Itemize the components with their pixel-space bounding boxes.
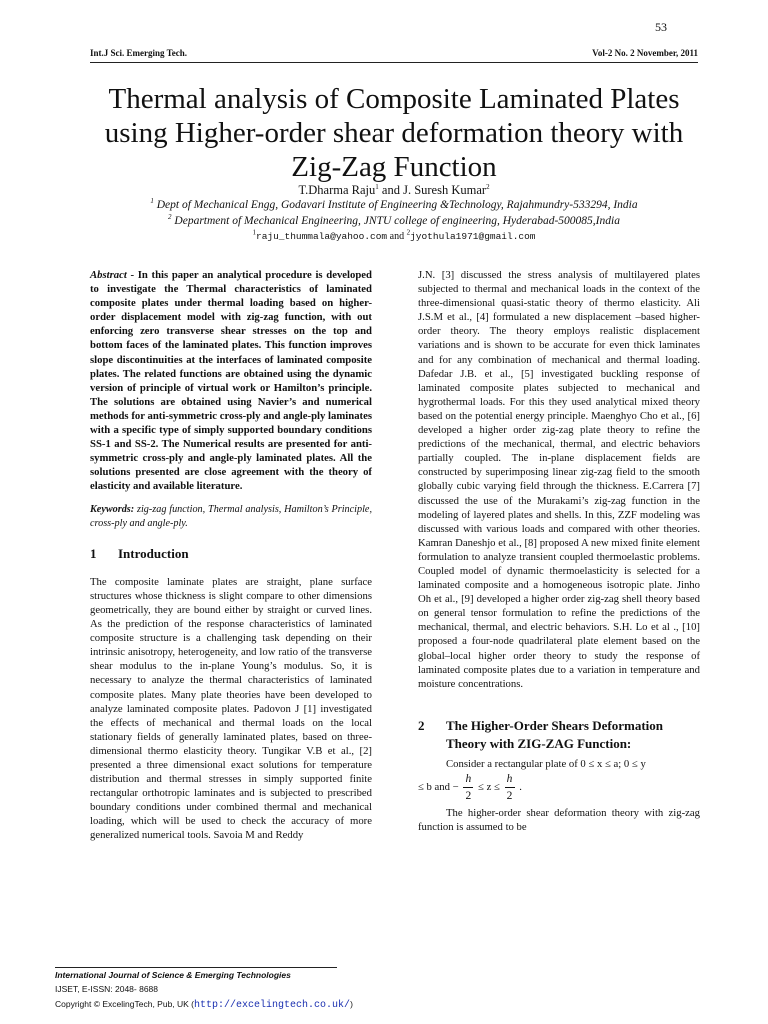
publisher-link[interactable]: http://excelingtech.co.uk/ <box>194 1000 351 1011</box>
page-number: 53 <box>655 20 667 34</box>
left-column <box>90 268 372 843</box>
affiliation-1-mark: 1 <box>150 197 154 206</box>
fraction-bar <box>463 787 473 788</box>
emails-connector: and <box>387 231 407 242</box>
section-1-heading <box>90 547 372 561</box>
email-2-mark: 2 <box>406 228 411 237</box>
keywords <box>90 503 372 531</box>
range-suffix: . <box>519 780 522 793</box>
footer-journal: International Journal of Science & Emerging Technologies <box>55 970 291 980</box>
continued-paragraph: J.N. [3] discussed the stress analysis of multilayered plates subjected to thermal and mechanical loads in the context of the three-dimensional quasi-static theory of thermo elasticity. Ali J.S.M et al., [4] formulated a new displacement –based higher-order theory. The theory employs realistic displacement variations and is shown to be accurate for even thick laminates and for any combination of mechanical and thermal loading. Dafedar J.B. et al., [5] investigated buckling response of laminated composite plates subjected to mechanical and hygrothermal loads. For this they used analytical mixed theory based on the potential energy principle. Maenghyo Cho et al., [6] developed a higher order zig-zag plate theory to refine the predictions of the mechanical, thermal, and electric behaviors partially coupled. The in-plane displacement fields are constructed by superimposing linear zig-zag field to the smooth globally cubic varying field through the thickness. E.Carrera [7] discussed the use of the Murakami’s zig-zag function in the modeling of layered plates and shells. In this, ZZF modeling was discussed with various loads and compared with other theories. Kamran Daneshjo et al., [8] proposed A new mixed finite element formulation to analyze transient coupled thermoelastic problems. Coupled model of dynamic thermoelasticity is selected for a laminated composite and a homogeneous isotropic plate. Jinho Oh et al., [9] developed a higher order zig-zag shell theory based on general tensor formulation to refine the predictions of the mechanical, thermal, and electric behaviors. S.H. Lo et al ., [10] proposed a four-node quadrilateral plate element based on the global–local higher order theory to study the response of laminated composite plates due to a variation in temperature and moisture concentrations. <box>418 269 700 690</box>
affiliation-1-text: Dept of Mechanical Engg, Godavari Institute of Engineering &Technology, Rajahmundry-533294, India <box>156 199 638 211</box>
fraction-denominator: 2 <box>465 789 472 802</box>
header-rule <box>90 62 698 63</box>
copyright-end: ) <box>350 999 353 1009</box>
range-prefix: ≤ b and − <box>418 780 459 793</box>
author-1-mark: 1 <box>375 182 379 191</box>
section-1-number: 1 <box>90 545 97 561</box>
footer-copyright <box>55 999 353 1011</box>
affiliation-2 <box>90 215 698 227</box>
section-1-paragraph: The composite laminate plates are straight, plane surface structures whose thickness is slight compare to other dimensions geometrically, they are bound either by straight or curved lines. As the prediction of the response characteristics of laminated composite structure is a challenging task depending on their intrinsic anisotropy, heterogeneity, and low ratio of the transverse shear modulus to the in-plane Young’s modulus. So, it is necessary to analyze the thermal characteristics of laminated composite plates. Many plate theories have been developed to analyze laminated composite plates. Padovon J [1] investigated the effects of mechanical and thermal loads on the local stationary fields of generally laminated plates, based on three-dimensional thermo elasticity theory. Tungikar V.B et al., [2] presented a three dimensional exact solutions for temperature distribution and thermal stresses in simply supported finite rectangular orthotropic laminates and is subjected to prescribed boundary conditions under combined thermal and mechanical loading, which will be used to check the accuracy of more generalized numerical tools. Savoia M and Reddy <box>90 575 372 842</box>
section-1-title: Introduction <box>118 545 189 561</box>
author-1: T.Dharma Raju <box>298 183 376 197</box>
journal-short-title: Int.J Sci. Emerging Tech. <box>90 48 188 58</box>
right-column <box>418 268 700 834</box>
section-2-paragraph-2: The higher-order shear deformation theory with zig-zag function is assumed to be <box>418 806 700 833</box>
range-equation <box>418 773 700 802</box>
abstract <box>90 268 372 494</box>
email-2[interactable]: jyothula1971@gmail.com <box>410 231 536 242</box>
emails <box>90 228 698 242</box>
keywords-label: Keywords: <box>90 503 135 515</box>
fraction-numerator: h <box>506 772 513 785</box>
affiliation-2-text: Department of Mechanical Engineering, JNTU college of engineering, Hyderabad-500085,India <box>174 215 620 227</box>
fraction-h-over-2-positive <box>505 773 515 802</box>
fraction-bar <box>505 787 515 788</box>
abstract-label: Abstract <box>90 269 127 281</box>
affiliation-2-mark: 2 <box>168 213 172 222</box>
authors-connector: and <box>378 183 404 197</box>
keywords-text: zig-zag function, Thermal analysis, Hamilton’s Principle, cross-ply and angle-ply. <box>90 503 372 529</box>
section-2-paragraph-1: Consider a rectangular plate of 0 ≤ x ≤ a; 0 ≤ y <box>446 757 646 770</box>
fraction-h-over-2-negative <box>463 773 473 802</box>
email-1-mark: 1 <box>252 228 256 237</box>
fraction-numerator: h <box>465 772 472 785</box>
copyright-text: Copyright © ExcelingTech, Pub, UK ( <box>55 999 195 1009</box>
volume-issue: Vol-2 No. 2 November, 2011 <box>592 48 698 58</box>
authors <box>90 183 698 198</box>
email-1[interactable]: raju_thummala@yahoo.com <box>256 231 388 242</box>
affiliation-1 <box>90 199 698 211</box>
section-2-title: The Higher-Order Shears Deformation Theory with ZIG-ZAG Function: <box>446 717 663 751</box>
range-middle: ≤ z ≤ <box>478 780 500 793</box>
footer-issn: IJSET, E-ISSN: 2048- 8688 <box>55 984 158 994</box>
footer-rule <box>55 967 337 968</box>
paper-title: Thermal analysis of Composite Laminated Plates using Higher-order shear deformation theory with Zig-Zag Function <box>104 83 684 183</box>
author-2: J. Suresh Kumar <box>403 183 487 197</box>
section-2-number: 2 <box>418 717 425 733</box>
section-2-heading <box>418 717 700 753</box>
author-2-mark: 2 <box>486 182 490 191</box>
fraction-denominator: 2 <box>506 789 513 802</box>
abstract-text: - In this paper an analytical procedure is developed to investigate the Thermal characteristics of laminated composite plates under thermal loading based on higher-order displacement model with zig-zag function, with out enforcing zero transverse shear stresses on the top and bottom faces of the laminated plates. This function improves slope discontinuities at the interfaces of laminated composite plates. The related functions are obtained using the dynamic version of principle of virtual work or Hamilton’s principle. The solutions are obtained using Navier’s and numerical methods for anti-symmetric cross-ply and angle-ply laminates with a specific type of simply supported boundary conditions SS-1 and SS-2. The Numerical results are presented for anti-symmetric cross-ply and angle-ply laminated plates. All the solutions presented are close agreement with the theory of elasticity and available literature. <box>90 269 372 493</box>
